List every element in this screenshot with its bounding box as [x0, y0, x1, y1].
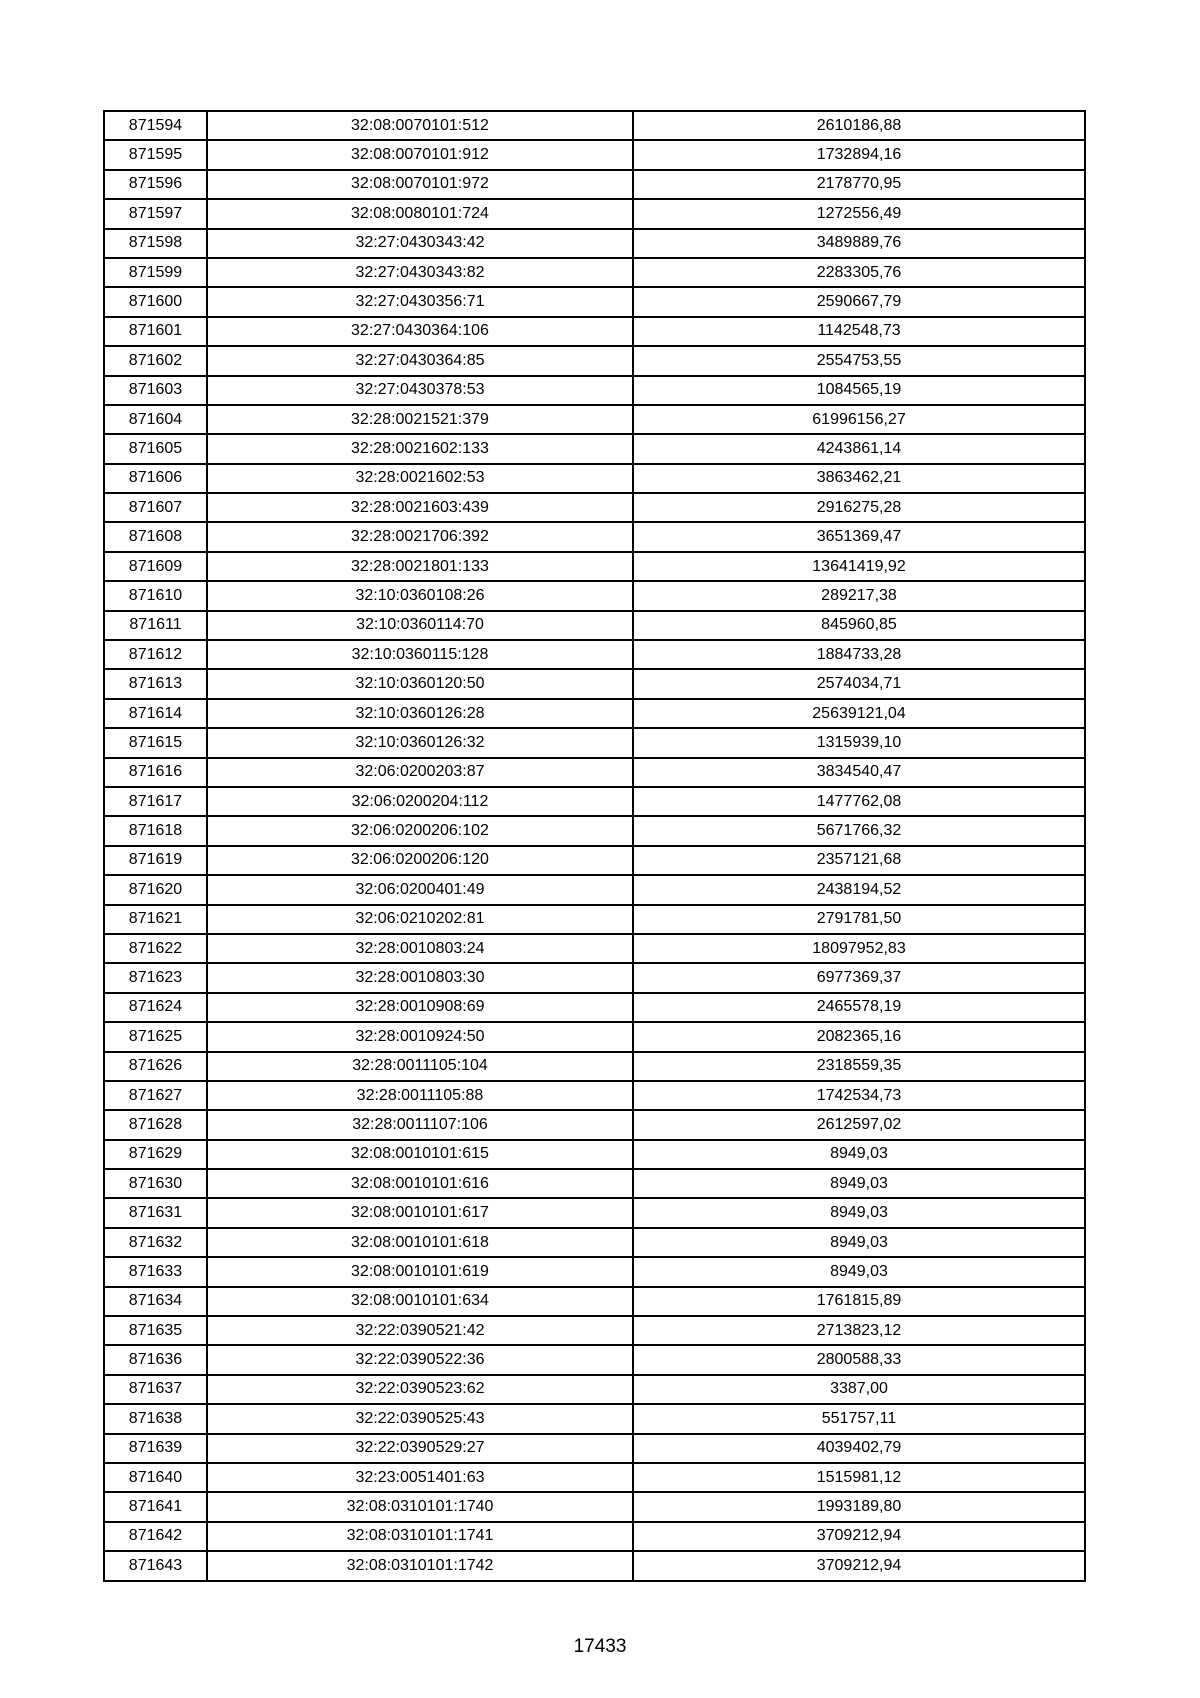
cadastral-number-cell: 32:27:0430343:82	[207, 258, 633, 287]
table-row	[104, 934, 1085, 963]
row-number-cell: 871614	[104, 699, 207, 728]
cadastral-number-cell: 32:22:0390522:36	[207, 1345, 633, 1374]
row-number-cell: 871598	[104, 229, 207, 258]
cadastral-number-cell: 32:28:0021603:439	[207, 493, 633, 522]
row-number-cell: 871628	[104, 1110, 207, 1139]
table-row	[104, 111, 1085, 140]
cadastral-number-cell: 32:27:0430343:42	[207, 229, 633, 258]
row-number-cell: 871615	[104, 728, 207, 757]
cadastral-number-cell: 32:28:0011105:88	[207, 1081, 633, 1110]
table-row	[104, 905, 1085, 934]
row-number-cell: 871597	[104, 199, 207, 228]
cadastral-number-cell: 32:08:0010101:618	[207, 1228, 633, 1257]
table-row	[104, 1022, 1085, 1051]
cadastral-number-cell: 32:28:0021602:133	[207, 434, 633, 463]
row-number-cell: 871618	[104, 816, 207, 845]
row-number-cell: 871605	[104, 434, 207, 463]
row-number-cell: 871621	[104, 905, 207, 934]
value-cell: 3863462,21	[633, 464, 1085, 493]
value-cell: 8949,03	[633, 1228, 1085, 1257]
row-number-cell: 871610	[104, 581, 207, 610]
row-number-cell: 871617	[104, 787, 207, 816]
row-number-cell: 871643	[104, 1551, 207, 1580]
table-row	[104, 199, 1085, 228]
cadastral-number-cell: 32:10:0360114:70	[207, 611, 633, 640]
row-number-cell: 871603	[104, 376, 207, 405]
value-cell: 551757,11	[633, 1404, 1085, 1433]
value-cell: 1993189,80	[633, 1492, 1085, 1521]
cadastral-number-cell: 32:28:0010803:24	[207, 934, 633, 963]
row-number-cell: 871626	[104, 1052, 207, 1081]
table-row	[104, 1551, 1085, 1580]
table-row	[104, 993, 1085, 1022]
cadastral-number-cell: 32:08:0070101:972	[207, 170, 633, 199]
registry-table	[103, 110, 1086, 1582]
cadastral-number-cell: 32:27:0430356:71	[207, 287, 633, 316]
row-number-cell: 871634	[104, 1287, 207, 1316]
row-number-cell: 871631	[104, 1198, 207, 1227]
table-row	[104, 258, 1085, 287]
value-cell: 2082365,16	[633, 1022, 1085, 1051]
cadastral-number-cell: 32:28:0010908:69	[207, 993, 633, 1022]
row-number-cell: 871623	[104, 963, 207, 992]
row-number-cell: 871602	[104, 346, 207, 375]
table-row	[104, 140, 1085, 169]
table-row	[104, 346, 1085, 375]
cadastral-number-cell: 32:08:0080101:724	[207, 199, 633, 228]
value-cell: 2916275,28	[633, 493, 1085, 522]
row-number-cell: 871601	[104, 317, 207, 346]
table-row	[104, 1110, 1085, 1139]
cadastral-number-cell: 32:06:0210202:81	[207, 905, 633, 934]
cadastral-number-cell: 32:28:0021801:133	[207, 552, 633, 581]
cadastral-number-cell: 32:08:0010101:616	[207, 1169, 633, 1198]
row-number-cell: 871632	[104, 1228, 207, 1257]
table-row	[104, 552, 1085, 581]
row-number-cell: 871604	[104, 405, 207, 434]
table-row	[104, 1081, 1085, 1110]
value-cell: 8949,03	[633, 1257, 1085, 1286]
value-cell: 5671766,32	[633, 816, 1085, 845]
cadastral-number-cell: 32:08:0310101:1741	[207, 1522, 633, 1551]
table-row	[104, 170, 1085, 199]
row-number-cell: 871608	[104, 522, 207, 551]
cadastral-number-cell: 32:08:0010101:617	[207, 1198, 633, 1227]
row-number-cell: 871609	[104, 552, 207, 581]
row-number-cell: 871636	[104, 1345, 207, 1374]
value-cell: 2612597,02	[633, 1110, 1085, 1139]
cadastral-number-cell: 32:08:0070101:512	[207, 111, 633, 140]
value-cell: 2357121,68	[633, 846, 1085, 875]
value-cell: 4243861,14	[633, 434, 1085, 463]
table-row	[104, 1404, 1085, 1433]
table-row	[104, 1463, 1085, 1492]
row-number-cell: 871640	[104, 1463, 207, 1492]
value-cell: 1084565,19	[633, 376, 1085, 405]
table-row	[104, 699, 1085, 728]
value-cell: 3387,00	[633, 1375, 1085, 1404]
row-number-cell: 871619	[104, 846, 207, 875]
value-cell: 1884733,28	[633, 640, 1085, 669]
value-cell: 2283305,76	[633, 258, 1085, 287]
table-row	[104, 493, 1085, 522]
row-number-cell: 871613	[104, 669, 207, 698]
row-number-cell: 871607	[104, 493, 207, 522]
row-number-cell: 871594	[104, 111, 207, 140]
table-row	[104, 846, 1085, 875]
table-row	[104, 1140, 1085, 1169]
value-cell: 8949,03	[633, 1169, 1085, 1198]
value-cell: 2713823,12	[633, 1316, 1085, 1345]
table-row	[104, 963, 1085, 992]
value-cell: 2574034,71	[633, 669, 1085, 698]
value-cell: 13641419,92	[633, 552, 1085, 581]
value-cell: 8949,03	[633, 1198, 1085, 1227]
table-row	[104, 1287, 1085, 1316]
cadastral-number-cell: 32:27:0430364:85	[207, 346, 633, 375]
row-number-cell: 871612	[104, 640, 207, 669]
row-number-cell: 871629	[104, 1140, 207, 1169]
table-row	[104, 405, 1085, 434]
cadastral-number-cell: 32:06:0200203:87	[207, 758, 633, 787]
cadastral-number-cell: 32:10:0360126:28	[207, 699, 633, 728]
cadastral-number-cell: 32:28:0011105:104	[207, 1052, 633, 1081]
row-number-cell: 871600	[104, 287, 207, 316]
cadastral-number-cell: 32:08:0010101:634	[207, 1287, 633, 1316]
row-number-cell: 871638	[104, 1404, 207, 1433]
value-cell: 3709212,94	[633, 1522, 1085, 1551]
value-cell: 3709212,94	[633, 1551, 1085, 1580]
value-cell: 8949,03	[633, 1140, 1085, 1169]
table-row	[104, 229, 1085, 258]
table-row	[104, 1198, 1085, 1227]
value-cell: 2791781,50	[633, 905, 1085, 934]
cadastral-number-cell: 32:06:0200206:102	[207, 816, 633, 845]
cadastral-number-cell: 32:22:0390521:42	[207, 1316, 633, 1345]
value-cell: 4039402,79	[633, 1434, 1085, 1463]
row-number-cell: 871595	[104, 140, 207, 169]
row-number-cell: 871599	[104, 258, 207, 287]
table-row	[104, 1492, 1085, 1521]
row-number-cell: 871606	[104, 464, 207, 493]
cadastral-number-cell: 32:06:0200206:120	[207, 846, 633, 875]
row-number-cell: 871633	[104, 1257, 207, 1286]
table-row	[104, 669, 1085, 698]
table-row	[104, 640, 1085, 669]
value-cell: 61996156,27	[633, 405, 1085, 434]
value-cell: 289217,38	[633, 581, 1085, 610]
cadastral-number-cell: 32:28:0021521:379	[207, 405, 633, 434]
row-number-cell: 871620	[104, 875, 207, 904]
value-cell: 18097952,83	[633, 934, 1085, 963]
value-cell: 25639121,04	[633, 699, 1085, 728]
table-row	[104, 317, 1085, 346]
value-cell: 2590667,79	[633, 287, 1085, 316]
cadastral-number-cell: 32:06:0200401:49	[207, 875, 633, 904]
value-cell: 2318559,35	[633, 1052, 1085, 1081]
cadastral-number-cell: 32:28:0011107:106	[207, 1110, 633, 1139]
cadastral-number-cell: 32:08:0010101:615	[207, 1140, 633, 1169]
row-number-cell: 871596	[104, 170, 207, 199]
value-cell: 2610186,88	[633, 111, 1085, 140]
value-cell: 1515981,12	[633, 1463, 1085, 1492]
row-number-cell: 871622	[104, 934, 207, 963]
table-row	[104, 728, 1085, 757]
table-row	[104, 434, 1085, 463]
cadastral-number-cell: 32:27:0430364:106	[207, 317, 633, 346]
registry-table-body	[104, 111, 1085, 1581]
value-cell: 2438194,52	[633, 875, 1085, 904]
cadastral-number-cell: 32:27:0430378:53	[207, 376, 633, 405]
value-cell: 2554753,55	[633, 346, 1085, 375]
cadastral-number-cell: 32:08:0310101:1740	[207, 1492, 633, 1521]
row-number-cell: 871611	[104, 611, 207, 640]
row-number-cell: 871630	[104, 1169, 207, 1198]
value-cell: 1732894,16	[633, 140, 1085, 169]
cadastral-number-cell: 32:08:0310101:1742	[207, 1551, 633, 1580]
table-row	[104, 287, 1085, 316]
cadastral-number-cell: 32:23:0051401:63	[207, 1463, 633, 1492]
value-cell: 2178770,95	[633, 170, 1085, 199]
table-row	[104, 1257, 1085, 1286]
row-number-cell: 871635	[104, 1316, 207, 1345]
cadastral-number-cell: 32:22:0390525:43	[207, 1404, 633, 1433]
cadastral-number-cell: 32:10:0360120:50	[207, 669, 633, 698]
row-number-cell: 871641	[104, 1492, 207, 1521]
value-cell: 3651369,47	[633, 522, 1085, 551]
value-cell: 1272556,49	[633, 199, 1085, 228]
table-row	[104, 1522, 1085, 1551]
value-cell: 1142548,73	[633, 317, 1085, 346]
row-number-cell: 871642	[104, 1522, 207, 1551]
row-number-cell: 871639	[104, 1434, 207, 1463]
table-row	[104, 758, 1085, 787]
value-cell: 1477762,08	[633, 787, 1085, 816]
table-row	[104, 611, 1085, 640]
row-number-cell: 871624	[104, 993, 207, 1022]
cadastral-number-cell: 32:08:0070101:912	[207, 140, 633, 169]
cadastral-number-cell: 32:28:0021706:392	[207, 522, 633, 551]
table-row	[104, 1316, 1085, 1345]
table-row	[104, 376, 1085, 405]
value-cell: 6977369,37	[633, 963, 1085, 992]
value-cell: 2465578,19	[633, 993, 1085, 1022]
cadastral-number-cell: 32:28:0010803:30	[207, 963, 633, 992]
table-row	[104, 1052, 1085, 1081]
table-row	[104, 1375, 1085, 1404]
table-row	[104, 787, 1085, 816]
value-cell: 845960,85	[633, 611, 1085, 640]
cadastral-number-cell: 32:28:0021602:53	[207, 464, 633, 493]
value-cell: 3489889,76	[633, 229, 1085, 258]
value-cell: 3834540,47	[633, 758, 1085, 787]
table-row	[104, 1434, 1085, 1463]
cadastral-number-cell: 32:22:0390529:27	[207, 1434, 633, 1463]
cadastral-number-cell: 32:06:0200204:112	[207, 787, 633, 816]
cadastral-number-cell: 32:10:0360115:128	[207, 640, 633, 669]
cadastral-number-cell: 32:10:0360108:26	[207, 581, 633, 610]
value-cell: 1761815,89	[633, 1287, 1085, 1316]
value-cell: 2800588,33	[633, 1345, 1085, 1374]
row-number-cell: 871616	[104, 758, 207, 787]
cadastral-number-cell: 32:08:0010101:619	[207, 1257, 633, 1286]
row-number-cell: 871625	[104, 1022, 207, 1051]
cadastral-number-cell: 32:10:0360126:32	[207, 728, 633, 757]
table-row	[104, 816, 1085, 845]
table-row	[104, 1228, 1085, 1257]
value-cell: 1315939,10	[633, 728, 1085, 757]
page-number: 17433	[573, 1636, 627, 1657]
cadastral-number-cell: 32:28:0010924:50	[207, 1022, 633, 1051]
table-row	[104, 522, 1085, 551]
table-row	[104, 875, 1085, 904]
table-row	[104, 1169, 1085, 1198]
table-row	[104, 581, 1085, 610]
row-number-cell: 871627	[104, 1081, 207, 1110]
table-row	[104, 1345, 1085, 1374]
row-number-cell: 871637	[104, 1375, 207, 1404]
table-row	[104, 464, 1085, 493]
cadastral-number-cell: 32:22:0390523:62	[207, 1375, 633, 1404]
value-cell: 1742534,73	[633, 1081, 1085, 1110]
